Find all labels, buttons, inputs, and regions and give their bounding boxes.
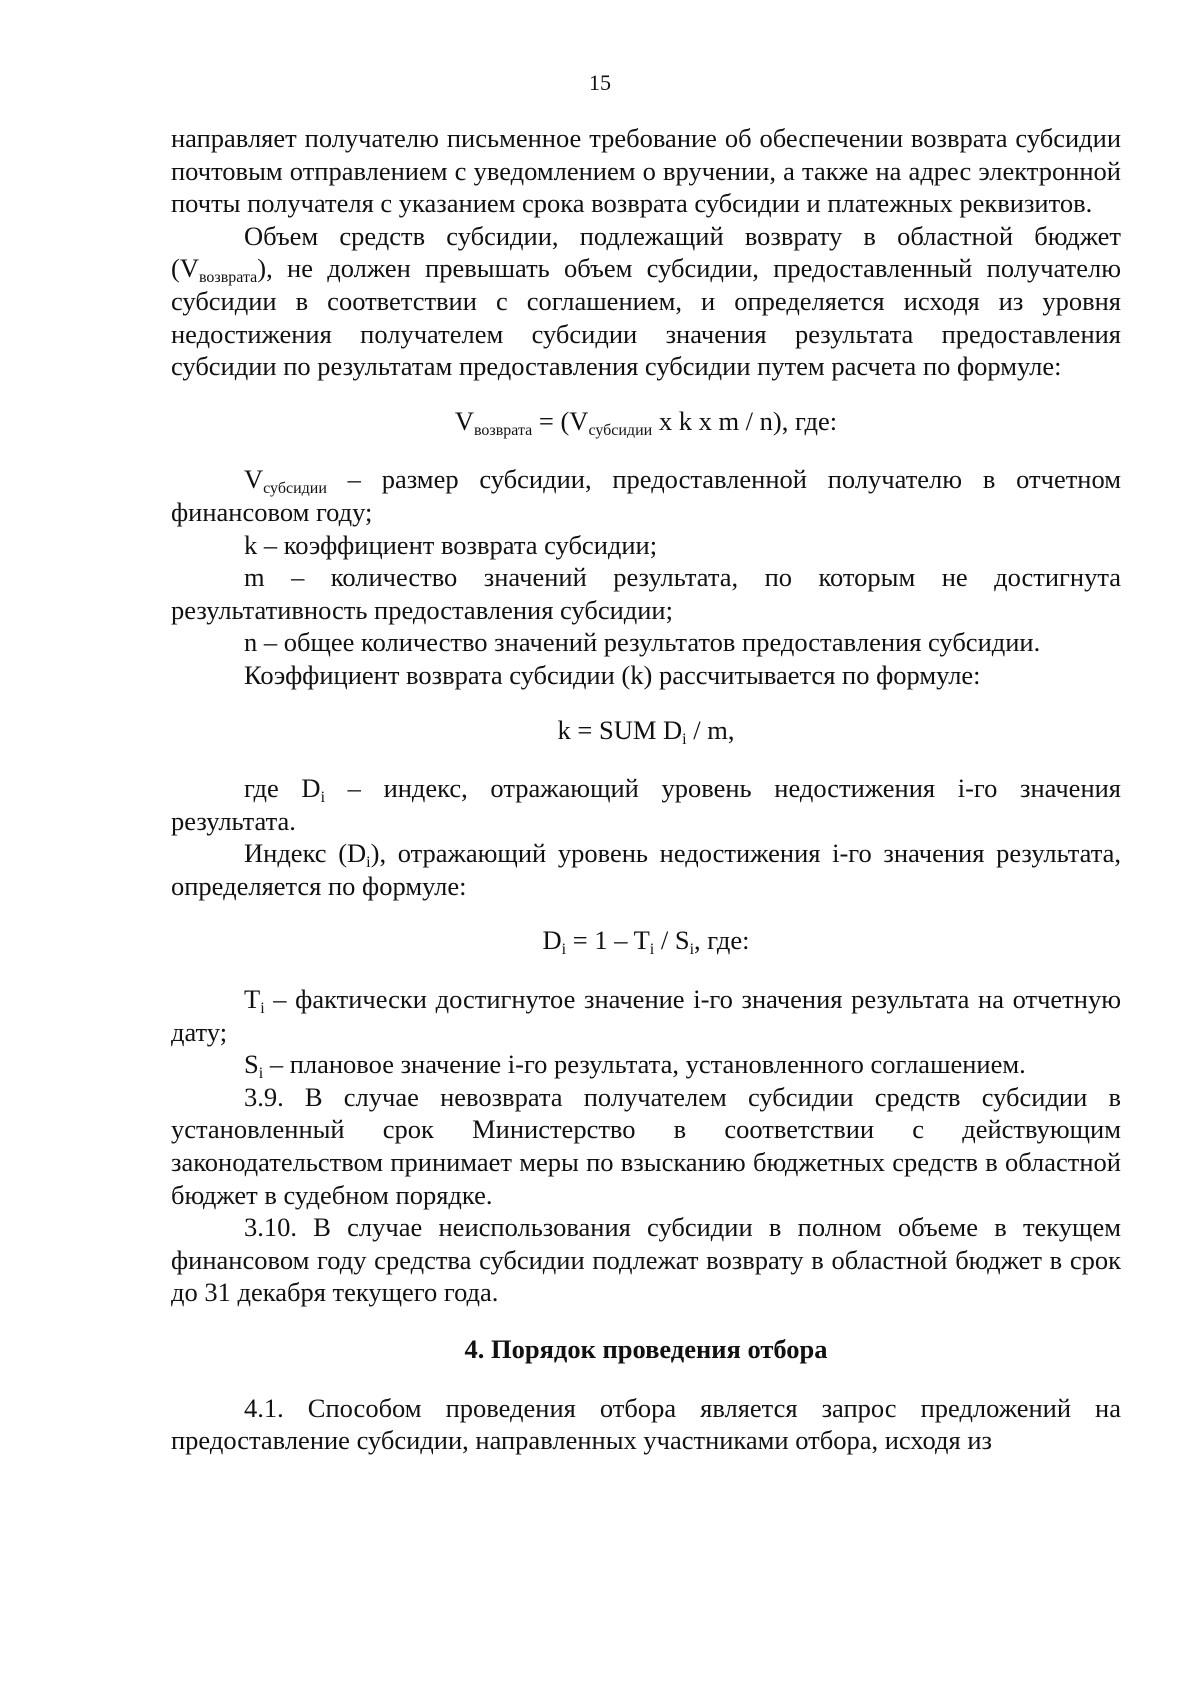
definition-ti: $T_i$ – фактически достигнутое значение i-го значения результата на отчетную дату;: [171, 984, 1121, 1047]
paragraph-4-1: 4.1. Способом проведения отбора является запрос предложений на предоставление субсидии, направленных участниками отбора, исходя из: [171, 1392, 1121, 1456]
page-number: 15: [589, 70, 611, 95]
definition-k: k – коэффициент возврата субсидии;: [244, 529, 658, 560]
definition-di: где $D_i$ – индекс, отражающий уровень недостижения i-го значения результата.: [171, 773, 1121, 836]
index-intro: Индекс $(D_i)$, отражающий уровень недостижения i-го значения результата, определяется по формуле:: [171, 838, 1121, 901]
section-heading: 4. Порядок проведения отбора: [464, 1334, 828, 1364]
document-body: [171, 122, 1121, 1457]
coefficient-intro: Коэффициент возврата субсидии (k) рассчитывается по формуле:: [244, 659, 981, 690]
paragraph-refund-volume: Объем средств субсидии, подлежащий возврату в областной бюджет $(V_{возврата})$, не должен превышать объем субсидии, предоставленный получателю субсидии в соответствии с соглашением, и определяется исходя из уровня недостижения получателем субсидии значения результата предоставления субсидии по результатам предоставления субсидии путем расчета по формуле:: [171, 220, 1121, 382]
formula-index: $D_i = 1 - T_i / S_i$, где:: [542, 925, 750, 959]
paragraph-3-10: 3.10. В случае неиспользования субсидии в полном объеме в текущем финансовом году средства субсидии подлежат возврату в областной бюджет в срок до 31 декабря текущего года.: [171, 1212, 1121, 1308]
paragraph-continuation: направляет получателю письменное требование об обеспечении возврата субсидии почтовым отправлением с уведомлением о вручении, а также на адрес электронной почты получателя с указанием срока возврата субсидии и платежных реквизитов.: [171, 123, 1121, 219]
formula-refund: $V_{возврата} = (V_{субсидии}$ x k x m / n), где:: [454, 405, 838, 439]
definition-m: m – количество значений результата, по которым не достигнута результативность предоставления субсидии;: [171, 562, 1121, 625]
definition-si: $S_i$ – плановое значение i-го результата, установленного соглашением.: [244, 1049, 1026, 1083]
definition-v-subsidy: $V_{субсидии}$ – размер субсидии, предоставленной получателю в отчетном финансовом году;: [171, 464, 1121, 527]
paragraph-3-9: 3.9. В случае невозврата получателем субсидии средств субсидии в установленный срок Министерство в соответствии с действующим законодательством принимает меры по взысканию бюджетных средств в областной бюджет в судебном порядке.: [171, 1081, 1121, 1210]
formula-coefficient: k = SUM $D_i$ / m,: [557, 714, 735, 748]
definition-n: n – общее количество значений результатов предоставления субсидии.: [244, 627, 1041, 658]
